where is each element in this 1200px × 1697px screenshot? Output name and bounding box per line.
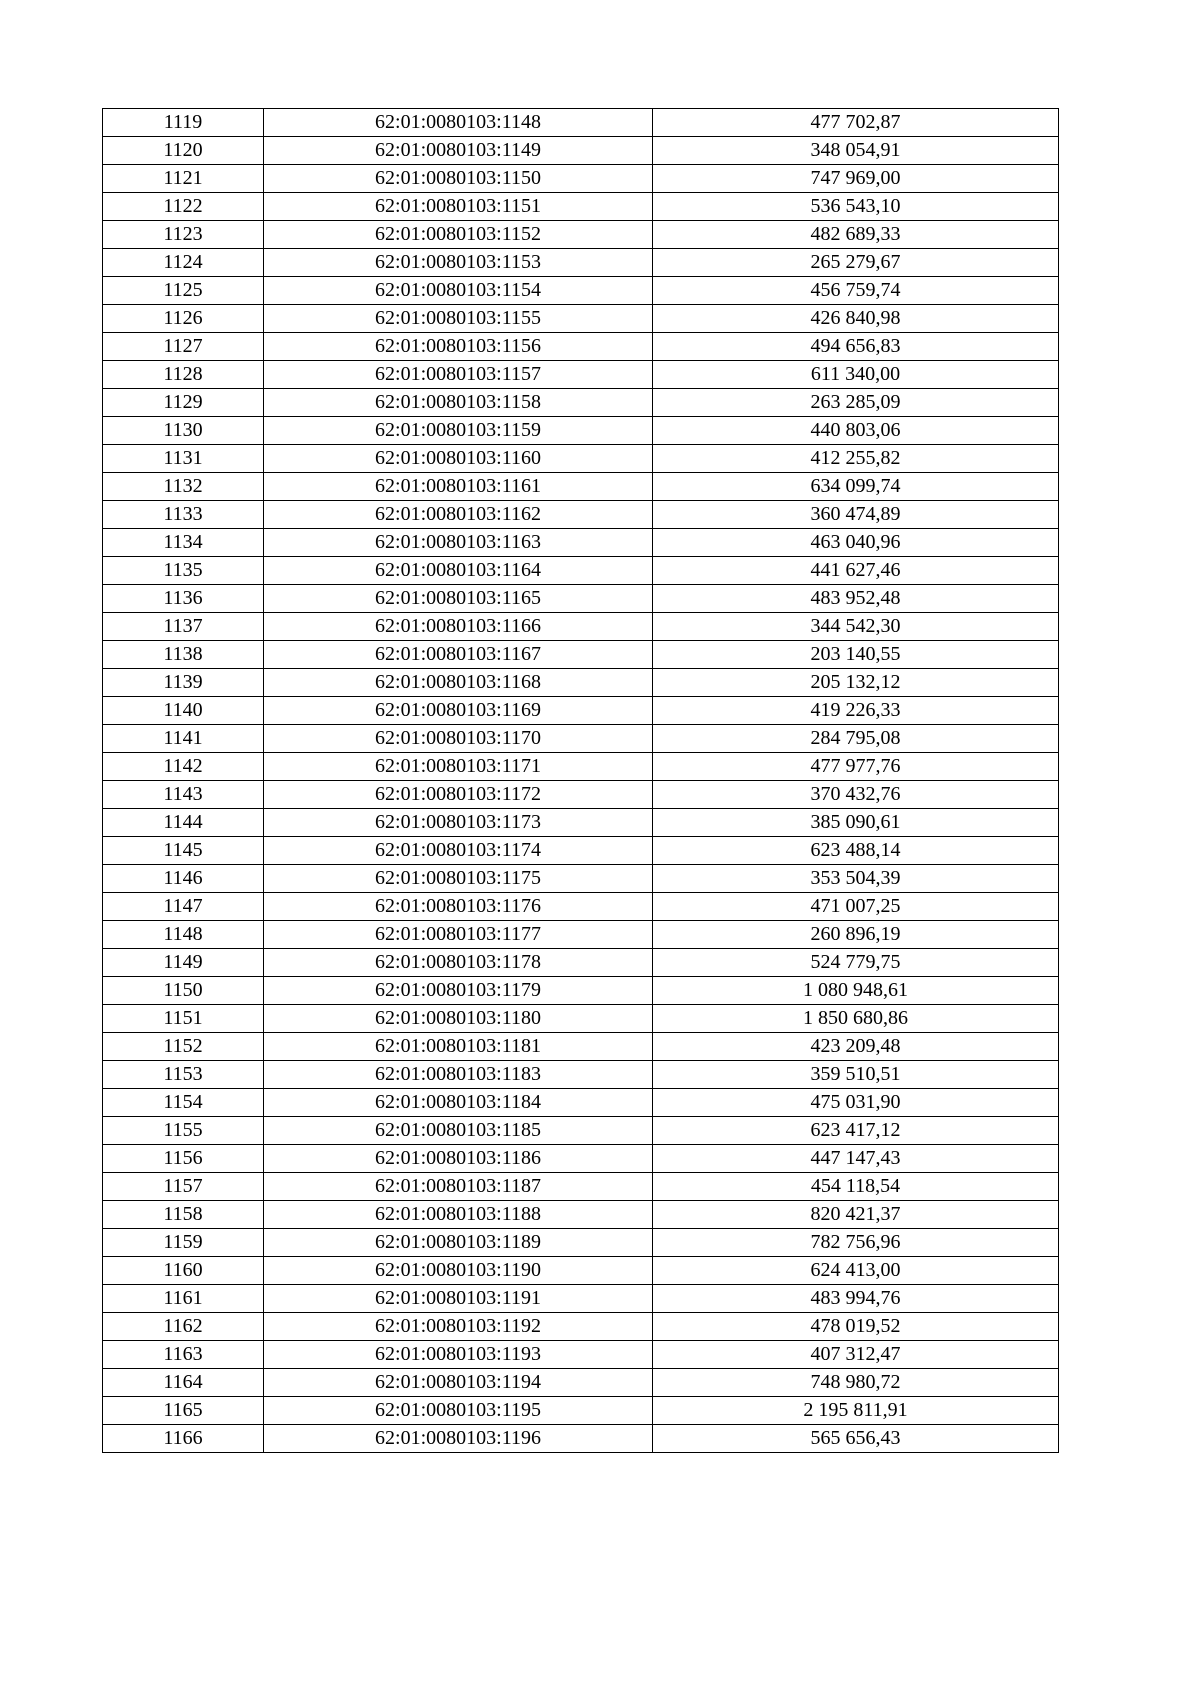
- cadastral-number-cell: 62:01:0080103:1194: [264, 1369, 653, 1397]
- cadastral-number-cell: 62:01:0080103:1195: [264, 1397, 653, 1425]
- row-number-cell: 1152: [103, 1033, 264, 1061]
- row-number-cell: 1166: [103, 1425, 264, 1453]
- cadastral-number-cell: 62:01:0080103:1178: [264, 949, 653, 977]
- table-row: [103, 305, 1059, 333]
- cadastral-value-cell: 565 656,43: [653, 1425, 1059, 1453]
- cadastral-number-cell: 62:01:0080103:1149: [264, 137, 653, 165]
- row-number-cell: 1130: [103, 417, 264, 445]
- cadastral-value-cell: 203 140,55: [653, 641, 1059, 669]
- cadastral-number-cell: 62:01:0080103:1189: [264, 1229, 653, 1257]
- table-row: [103, 1369, 1059, 1397]
- cadastral-number-cell: 62:01:0080103:1172: [264, 781, 653, 809]
- table-row: [103, 529, 1059, 557]
- cadastral-number-cell: 62:01:0080103:1150: [264, 165, 653, 193]
- row-number-cell: 1145: [103, 837, 264, 865]
- row-number-cell: 1141: [103, 725, 264, 753]
- row-number-cell: 1144: [103, 809, 264, 837]
- cadastral-value-cell: 478 019,52: [653, 1313, 1059, 1341]
- row-number-cell: 1138: [103, 641, 264, 669]
- cadastral-number-cell: 62:01:0080103:1160: [264, 445, 653, 473]
- row-number-cell: 1120: [103, 137, 264, 165]
- table-row: [103, 697, 1059, 725]
- table-row: [103, 249, 1059, 277]
- cadastral-number-cell: 62:01:0080103:1162: [264, 501, 653, 529]
- cadastral-number-cell: 62:01:0080103:1153: [264, 249, 653, 277]
- row-number-cell: 1164: [103, 1369, 264, 1397]
- cadastral-value-cell: 483 994,76: [653, 1285, 1059, 1313]
- cadastral-number-cell: 62:01:0080103:1181: [264, 1033, 653, 1061]
- table-row: [103, 641, 1059, 669]
- cadastral-value-cell: 820 421,37: [653, 1201, 1059, 1229]
- cadastral-value-cell: 423 209,48: [653, 1033, 1059, 1061]
- cadastral-value-cell: 412 255,82: [653, 445, 1059, 473]
- row-number-cell: 1140: [103, 697, 264, 725]
- cadastral-value-cell: 353 504,39: [653, 865, 1059, 893]
- cadastral-value-cell: 463 040,96: [653, 529, 1059, 557]
- cadastral-value-cell: 426 840,98: [653, 305, 1059, 333]
- row-number-cell: 1137: [103, 613, 264, 641]
- cadastral-number-cell: 62:01:0080103:1170: [264, 725, 653, 753]
- cadastral-value-cell: 475 031,90: [653, 1089, 1059, 1117]
- cadastral-number-cell: 62:01:0080103:1148: [264, 109, 653, 137]
- cadastral-number-cell: 62:01:0080103:1171: [264, 753, 653, 781]
- cadastral-number-cell: 62:01:0080103:1155: [264, 305, 653, 333]
- cadastral-value-cell: 477 977,76: [653, 753, 1059, 781]
- table-row: [103, 473, 1059, 501]
- table-row: [103, 725, 1059, 753]
- cadastral-number-cell: 62:01:0080103:1169: [264, 697, 653, 725]
- cadastral-number-cell: 62:01:0080103:1156: [264, 333, 653, 361]
- cadastral-value-cell: 494 656,83: [653, 333, 1059, 361]
- table-row: [103, 781, 1059, 809]
- cadastral-value-cell: 536 543,10: [653, 193, 1059, 221]
- row-number-cell: 1148: [103, 921, 264, 949]
- cadastral-value-cell: 623 417,12: [653, 1117, 1059, 1145]
- row-number-cell: 1159: [103, 1229, 264, 1257]
- table-row: [103, 809, 1059, 837]
- table-row: [103, 1313, 1059, 1341]
- cadastral-number-cell: 62:01:0080103:1190: [264, 1257, 653, 1285]
- row-number-cell: 1142: [103, 753, 264, 781]
- cadastral-number-cell: 62:01:0080103:1164: [264, 557, 653, 585]
- cadastral-number-cell: 62:01:0080103:1157: [264, 361, 653, 389]
- table-row: [103, 613, 1059, 641]
- cadastral-value-cell: 263 285,09: [653, 389, 1059, 417]
- cadastral-value-cell: 447 147,43: [653, 1145, 1059, 1173]
- table-row: [103, 1033, 1059, 1061]
- table-row: [103, 669, 1059, 697]
- cadastral-value-cell: 524 779,75: [653, 949, 1059, 977]
- table-row: [103, 501, 1059, 529]
- cadastral-number-cell: 62:01:0080103:1186: [264, 1145, 653, 1173]
- row-number-cell: 1139: [103, 669, 264, 697]
- cadastral-value-cell: 407 312,47: [653, 1341, 1059, 1369]
- table-row: [103, 1145, 1059, 1173]
- cadastral-value-cell: 456 759,74: [653, 277, 1059, 305]
- table-row: [103, 1397, 1059, 1425]
- table-row: [103, 1425, 1059, 1453]
- cadastral-value-cell: 747 969,00: [653, 165, 1059, 193]
- row-number-cell: 1124: [103, 249, 264, 277]
- cadastral-number-cell: 62:01:0080103:1173: [264, 809, 653, 837]
- row-number-cell: 1146: [103, 865, 264, 893]
- table-row: [103, 165, 1059, 193]
- row-number-cell: 1134: [103, 529, 264, 557]
- row-number-cell: 1125: [103, 277, 264, 305]
- table-row: [103, 417, 1059, 445]
- row-number-cell: 1149: [103, 949, 264, 977]
- cadastral-number-cell: 62:01:0080103:1165: [264, 585, 653, 613]
- cadastral-value-cell: 782 756,96: [653, 1229, 1059, 1257]
- table-row: [103, 193, 1059, 221]
- cadastral-number-cell: 62:01:0080103:1192: [264, 1313, 653, 1341]
- row-number-cell: 1143: [103, 781, 264, 809]
- cadastral-value-cell: 611 340,00: [653, 361, 1059, 389]
- table-row: [103, 1089, 1059, 1117]
- row-number-cell: 1163: [103, 1341, 264, 1369]
- cadastral-number-cell: 62:01:0080103:1151: [264, 193, 653, 221]
- cadastral-value-cell: 1 080 948,61: [653, 977, 1059, 1005]
- table-row: [103, 1005, 1059, 1033]
- cadastral-value-table: [102, 108, 1059, 1453]
- cadastral-value-cell: 477 702,87: [653, 109, 1059, 137]
- cadastral-value-cell: 205 132,12: [653, 669, 1059, 697]
- row-number-cell: 1154: [103, 1089, 264, 1117]
- cadastral-value-cell: 483 952,48: [653, 585, 1059, 613]
- cadastral-number-cell: 62:01:0080103:1163: [264, 529, 653, 557]
- table-row: [103, 1173, 1059, 1201]
- cadastral-number-cell: 62:01:0080103:1188: [264, 1201, 653, 1229]
- cadastral-value-cell: 623 488,14: [653, 837, 1059, 865]
- row-number-cell: 1150: [103, 977, 264, 1005]
- cadastral-number-cell: 62:01:0080103:1177: [264, 921, 653, 949]
- table-row: [103, 445, 1059, 473]
- table-row: [103, 557, 1059, 585]
- cadastral-value-cell: 284 795,08: [653, 725, 1059, 753]
- cadastral-number-cell: 62:01:0080103:1174: [264, 837, 653, 865]
- cadastral-value-cell: 348 054,91: [653, 137, 1059, 165]
- row-number-cell: 1161: [103, 1285, 264, 1313]
- cadastral-number-cell: 62:01:0080103:1176: [264, 893, 653, 921]
- table-row: [103, 865, 1059, 893]
- cadastral-value-cell: 624 413,00: [653, 1257, 1059, 1285]
- table-row: [103, 1229, 1059, 1257]
- row-number-cell: 1147: [103, 893, 264, 921]
- cadastral-number-cell: 62:01:0080103:1161: [264, 473, 653, 501]
- row-number-cell: 1122: [103, 193, 264, 221]
- table-row: [103, 361, 1059, 389]
- cadastral-number-cell: 62:01:0080103:1179: [264, 977, 653, 1005]
- cadastral-number-cell: 62:01:0080103:1154: [264, 277, 653, 305]
- cadastral-value-cell: 260 896,19: [653, 921, 1059, 949]
- row-number-cell: 1123: [103, 221, 264, 249]
- row-number-cell: 1133: [103, 501, 264, 529]
- table-row: [103, 1117, 1059, 1145]
- cadastral-value-cell: 359 510,51: [653, 1061, 1059, 1089]
- row-number-cell: 1155: [103, 1117, 264, 1145]
- table-row: [103, 389, 1059, 417]
- cadastral-value-cell: 634 099,74: [653, 473, 1059, 501]
- cadastral-number-cell: 62:01:0080103:1166: [264, 613, 653, 641]
- row-number-cell: 1160: [103, 1257, 264, 1285]
- cadastral-number-cell: 62:01:0080103:1152: [264, 221, 653, 249]
- row-number-cell: 1132: [103, 473, 264, 501]
- row-number-cell: 1165: [103, 1397, 264, 1425]
- table-row: [103, 1257, 1059, 1285]
- cadastral-number-cell: 62:01:0080103:1196: [264, 1425, 653, 1453]
- table-row: [103, 333, 1059, 361]
- table-row: [103, 837, 1059, 865]
- cadastral-number-cell: 62:01:0080103:1191: [264, 1285, 653, 1313]
- row-number-cell: 1121: [103, 165, 264, 193]
- row-number-cell: 1127: [103, 333, 264, 361]
- row-number-cell: 1162: [103, 1313, 264, 1341]
- cadastral-value-cell: 748 980,72: [653, 1369, 1059, 1397]
- table-row: [103, 109, 1059, 137]
- cadastral-value-cell: 2 195 811,91: [653, 1397, 1059, 1425]
- table-row: [103, 1061, 1059, 1089]
- cadastral-number-cell: 62:01:0080103:1159: [264, 417, 653, 445]
- table-row: [103, 585, 1059, 613]
- table-row: [103, 1341, 1059, 1369]
- row-number-cell: 1157: [103, 1173, 264, 1201]
- cadastral-value-cell: 482 689,33: [653, 221, 1059, 249]
- cadastral-number-cell: 62:01:0080103:1175: [264, 865, 653, 893]
- row-number-cell: 1128: [103, 361, 264, 389]
- cadastral-value-cell: 385 090,61: [653, 809, 1059, 837]
- cadastral-number-cell: 62:01:0080103:1168: [264, 669, 653, 697]
- cadastral-value-cell: 360 474,89: [653, 501, 1059, 529]
- row-number-cell: 1126: [103, 305, 264, 333]
- cadastral-number-cell: 62:01:0080103:1187: [264, 1173, 653, 1201]
- cadastral-value-cell: 471 007,25: [653, 893, 1059, 921]
- row-number-cell: 1135: [103, 557, 264, 585]
- table-row: [103, 949, 1059, 977]
- cadastral-number-cell: 62:01:0080103:1158: [264, 389, 653, 417]
- table-row: [103, 277, 1059, 305]
- cadastral-value-cell: 441 627,46: [653, 557, 1059, 585]
- row-number-cell: 1153: [103, 1061, 264, 1089]
- cadastral-number-cell: 62:01:0080103:1184: [264, 1089, 653, 1117]
- table-body: [103, 109, 1059, 1453]
- cadastral-number-cell: 62:01:0080103:1193: [264, 1341, 653, 1369]
- row-number-cell: 1131: [103, 445, 264, 473]
- row-number-cell: 1158: [103, 1201, 264, 1229]
- table-row: [103, 221, 1059, 249]
- table-row: [103, 1285, 1059, 1313]
- table-row: [103, 977, 1059, 1005]
- row-number-cell: 1136: [103, 585, 264, 613]
- cadastral-number-cell: 62:01:0080103:1167: [264, 641, 653, 669]
- cadastral-value-cell: 265 279,67: [653, 249, 1059, 277]
- row-number-cell: 1156: [103, 1145, 264, 1173]
- table-row: [103, 137, 1059, 165]
- cadastral-value-cell: 344 542,30: [653, 613, 1059, 641]
- table-row: [103, 1201, 1059, 1229]
- row-number-cell: 1119: [103, 109, 264, 137]
- table-row: [103, 921, 1059, 949]
- table-row: [103, 753, 1059, 781]
- cadastral-number-cell: 62:01:0080103:1185: [264, 1117, 653, 1145]
- table-row: [103, 893, 1059, 921]
- cadastral-value-cell: 419 226,33: [653, 697, 1059, 725]
- row-number-cell: 1151: [103, 1005, 264, 1033]
- cadastral-value-cell: 440 803,06: [653, 417, 1059, 445]
- cadastral-value-cell: 454 118,54: [653, 1173, 1059, 1201]
- cadastral-number-cell: 62:01:0080103:1183: [264, 1061, 653, 1089]
- cadastral-number-cell: 62:01:0080103:1180: [264, 1005, 653, 1033]
- cadastral-value-cell: 370 432,76: [653, 781, 1059, 809]
- cadastral-value-cell: 1 850 680,86: [653, 1005, 1059, 1033]
- row-number-cell: 1129: [103, 389, 264, 417]
